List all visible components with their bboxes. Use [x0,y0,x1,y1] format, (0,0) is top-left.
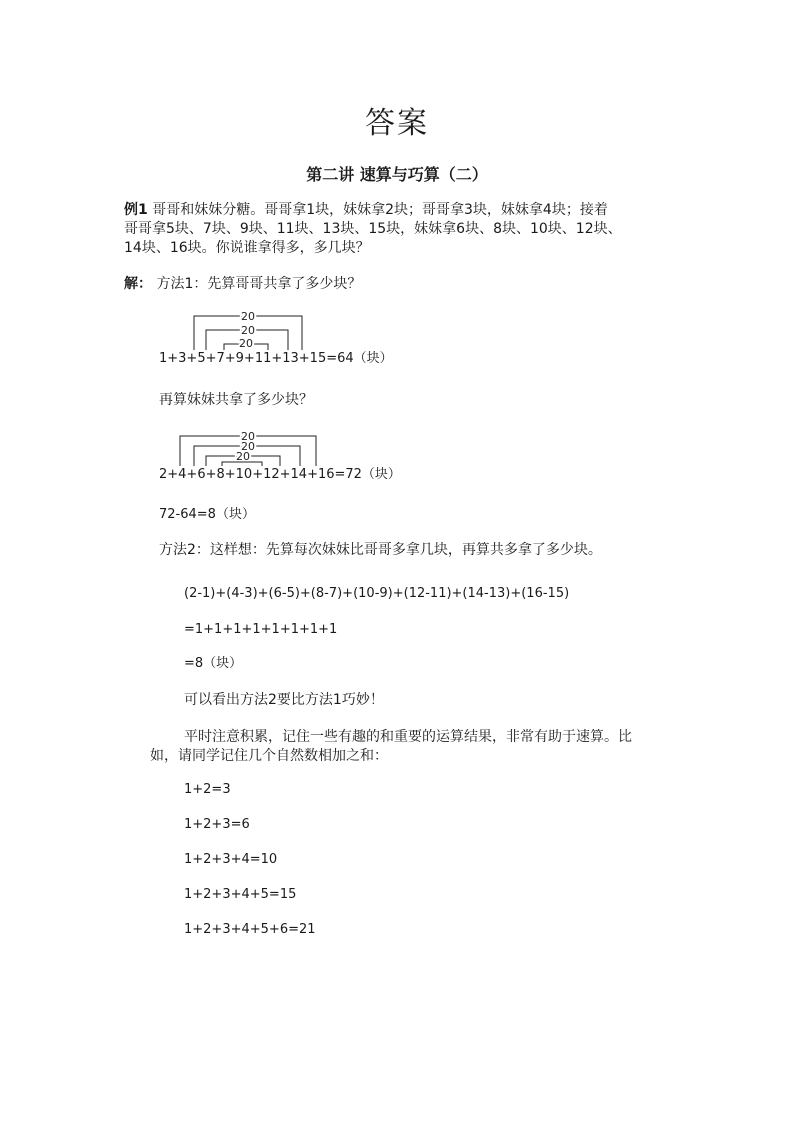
solution-label: 解： [124,276,152,292]
solution-line [124,274,361,294]
sum-item: 1+2+3+4+5+6=21 [184,922,316,937]
bracket-second-label: 20 [241,440,255,453]
example-line-3: 14块、16块。你说谁拿得多，多几块？ [124,240,370,256]
method1-intro: 方法1：先算哥哥共拿了多少块？ [156,276,362,292]
sum-item: 1+2+3+4+5=15 [184,887,297,902]
bracket-middle-label: 20 [241,324,255,337]
comparison-note: 可以看出方法2要比方法1巧妙！ [184,692,384,708]
sum-item: 1+2+3=6 [184,817,250,832]
bracket-outer-label: 20 [241,430,255,443]
method2-step-1: (2-1)+(4-3)+(6-5)+(8-7)+(10-9)+(12-11)+(14-13)+(16-15) [184,586,570,601]
tip-line-1: 平时注意积累，记住一些有趣的和重要的运算结果，非常有助于速算。比 [184,729,632,745]
bracket-third [206,450,280,466]
example-line-1 [124,200,608,220]
sum-item: 1+2+3+4=10 [184,852,278,867]
sum-item: 1+2=3 [184,782,231,797]
bracket-outer-label: 20 [241,310,255,323]
page-title: 答案 [365,106,429,141]
formula-brother: 1+3+5+7+9+11+13+15=64（块） [159,351,393,366]
bracket-diagram-sister [150,428,410,470]
formula-sister: 2+4+6+8+10+12+14+16=72（块） [159,467,401,482]
example-line-2: 哥哥拿5块、7块、9块、11块、13块、15块，妹妹拿6块、8块、10块、12块、 [124,221,622,237]
method2-step-2: =1+1+1+1+1+1+1+1 [184,622,338,637]
sister-intro: 再算妹妹共拿了多少块？ [159,392,313,408]
bracket-inner-label: 20 [239,337,253,350]
example-text-1: 哥哥和妹妹分糖。哥哥拿1块，妹妹拿2块；哥哥拿3块，妹妹拿4块；接着 [152,202,608,218]
difference-result: 72-64=8（块） [159,507,255,522]
example-label: 例1 [124,202,148,218]
method2-step-3: =8（块） [184,656,243,671]
bracket-third-label: 20 [236,450,250,463]
method2-intro: 方法2：这样想：先算每次妹妹比哥哥多拿几块，再算共多拿了多少块。 [159,542,602,558]
bracket-diagram-brother [150,308,410,354]
tip-line-2: 如，请同学记住几个自然数相加之和： [150,748,388,764]
lesson-subtitle: 第二讲 速算与巧算（二） [306,165,488,184]
